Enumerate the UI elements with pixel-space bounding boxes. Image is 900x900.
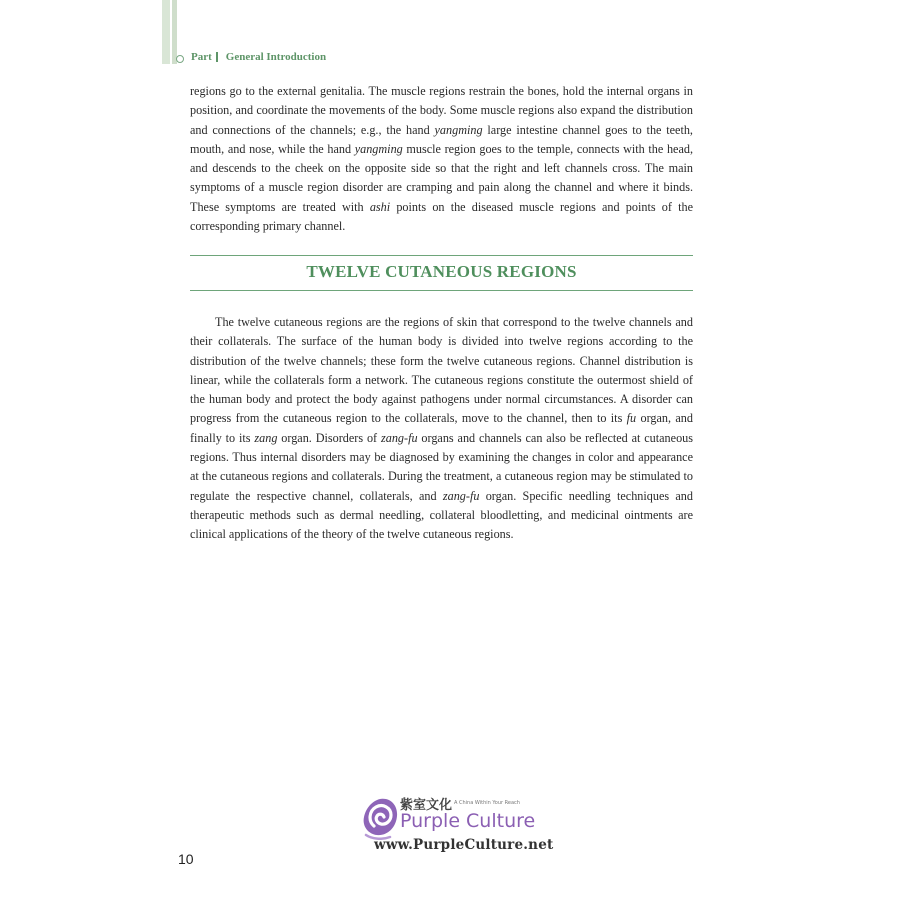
- p1-text-4: points on the diseased muscle regions and points of the corresponding primary channel.: [190, 199, 693, 234]
- p2-text-4: organs and channels can also be reflected at cutaneous regions. Thus internal disorders may be diagnosed by examining the changes in color and appearance at the cutaneous regions and collaterals. During the treatment, a cutaneous region may be stimulated to regulate the respective channel, collaterals, and: [190, 430, 693, 503]
- p2-text-5: organ. Specific needling techniques and therapeutic methods such as dermal needling, collateral bloodletting, and medicinal ointments are clinical applications of the theory of the twelve cutaneous regions.: [190, 488, 693, 542]
- p1-text-3: muscle region goes to the temple, connects with the head, and descends to the cheek on the opposite side so that the right and left channels cross. The main symptoms of a muscle region disorder are cramping and pain along the channel and where it binds. These symptoms are treated with: [190, 141, 693, 214]
- p1-term-3: ashi: [369, 199, 391, 214]
- watermark: [360, 792, 554, 862]
- header-tab-decoration: [162, 0, 170, 64]
- p1-term-1: yangming: [434, 122, 483, 137]
- section-title: TWELVE CUTANEOUS REGIONS: [306, 262, 577, 281]
- p2-text-3: organ. Disorders of: [277, 430, 381, 445]
- section-rule-bottom: [190, 290, 693, 291]
- part-separator: [216, 52, 218, 62]
- watermark-brand: Purple Culture: [400, 810, 536, 832]
- p2-term-2: zang: [254, 430, 278, 445]
- section-rule-top: [190, 255, 693, 256]
- p2-term-4: zang-fu: [442, 488, 480, 503]
- p1-text-1: regions go to the external genitalia. The muscle regions restrain the bones, hold the internal organs in position, and coordinate the movements of the body. Some muscle regions also expand the distribution and connections of the channels; e.g., the hand: [190, 84, 693, 137]
- p2-term-3: zang-fu: [380, 430, 418, 445]
- p2-text-2: organ, and finally to its: [190, 411, 693, 445]
- bullet-circle-icon: [176, 55, 184, 63]
- p1-text-2: large intestine channel goes to the teeth, mouth, and nose, while the hand: [190, 122, 693, 156]
- p1-term-2: yangming: [354, 141, 403, 156]
- paragraph-1: [190, 82, 693, 236]
- watermark-url: www.PurpleCulture.net: [374, 837, 554, 853]
- paragraph-2: [190, 313, 693, 545]
- p2-term-1: fu: [626, 411, 637, 426]
- running-head: [176, 50, 326, 64]
- section-label: General Introduction: [225, 51, 327, 63]
- purple-culture-logo-icon: [360, 795, 400, 841]
- watermark-tagline: A China Within Your Reach: [454, 800, 520, 806]
- page-number: 10: [178, 851, 194, 867]
- watermark-chinese: 紫室文化: [400, 798, 453, 813]
- p2-text-1: The twelve cutaneous regions are the regions of skin that correspond to the twelve channels and their collaterals. The surface of the human body is divided into twelve regions according to the distribution of the twelve channels; these form the twelve cutaneous regions. Channel distribution is linear, while the collaterals form a network. The cutaneous regions constitute the outermost shield of the human body and protect the body against pathogens under normal circumstances. A disorder can progress from the cutaneous region to the collaterals, move to the channel, then to its: [190, 315, 693, 426]
- part-label: Part: [191, 51, 212, 63]
